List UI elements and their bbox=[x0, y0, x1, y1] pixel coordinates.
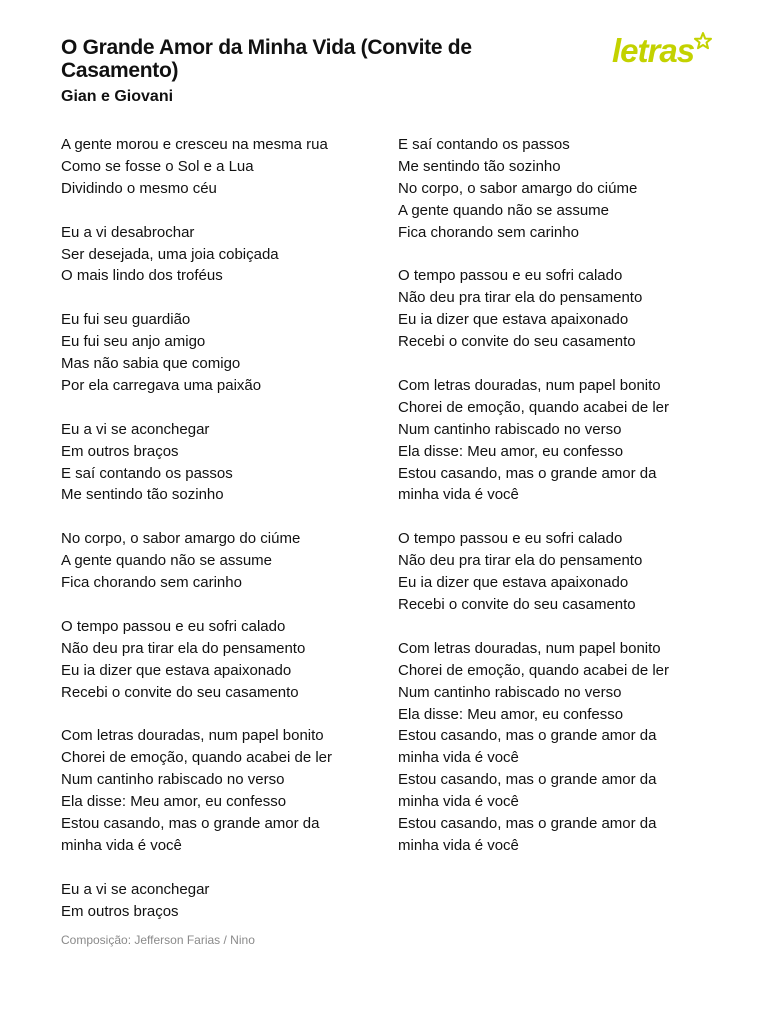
lyric-line: Estou casando, mas o grande amor da bbox=[398, 727, 657, 745]
lyric-line: Num cantinho rabiscado no verso bbox=[398, 683, 622, 701]
lyric-line: A gente quando não se assume bbox=[398, 201, 609, 219]
lyric-line: Chorei de emoção, quando acabei de ler bbox=[398, 398, 670, 416]
lyrics-stanza bbox=[398, 638, 718, 857]
lyric-line: Eu a vi se aconchegar bbox=[61, 420, 210, 438]
lyric-line: Estou casando, mas o grande amor da bbox=[398, 815, 657, 833]
song-title: O Grande Amor da Minha Vida (Convite de Casamento) bbox=[61, 36, 472, 82]
lyric-line: Em outros braços bbox=[61, 442, 179, 460]
lyric-line: O tempo passou e eu sofri calado bbox=[398, 267, 623, 285]
lyric-line: O tempo passou e eu sofri calado bbox=[398, 530, 623, 548]
lyric-line: Em outros braços bbox=[61, 902, 179, 920]
lyric-line: Com letras douradas, num papel bonito bbox=[61, 727, 324, 745]
lyric-line: Com letras douradas, num papel bonito bbox=[398, 639, 661, 657]
lyric-line: Estou casando, mas o grande amor da bbox=[398, 464, 657, 482]
lyric-line: minha vida é você bbox=[398, 793, 519, 811]
lyric-line: Ela disse: Meu amor, eu confesso bbox=[398, 442, 624, 460]
lyric-line: Por ela carregava uma paixão bbox=[61, 376, 262, 394]
lyric-line: Me sentindo tão sozinho bbox=[61, 486, 224, 504]
lyric-line: E saí contando os passos bbox=[61, 464, 233, 482]
lyric-line: Fica chorando sem carinho bbox=[398, 223, 579, 241]
lyric-line: Não deu pra tirar ela do pensamento bbox=[398, 289, 643, 307]
lyric-line: Eu a vi se aconchegar bbox=[61, 880, 210, 898]
lyric-line: Eu fui seu anjo amigo bbox=[61, 333, 206, 351]
lyric-line: Ser desejada, uma joia cobiçada bbox=[61, 245, 279, 263]
lyric-line: Num cantinho rabiscado no verso bbox=[61, 771, 285, 789]
lyric-line: O tempo passou e eu sofri calado bbox=[61, 617, 286, 635]
lyric-line: O mais lindo dos troféus bbox=[61, 267, 223, 285]
lyrics-column-left bbox=[61, 134, 381, 944]
lyric-line: E saí contando os passos bbox=[398, 136, 570, 153]
lyric-line: Eu fui seu guardião bbox=[61, 311, 191, 329]
lyric-line: Como se fosse o Sol e a Lua bbox=[61, 157, 254, 175]
logo-wordmark: letras bbox=[612, 32, 695, 69]
lyric-line: A gente morou e cresceu na mesma rua bbox=[61, 136, 328, 153]
lyrics-stanza bbox=[61, 879, 381, 923]
lyric-line: Recebi o convite do seu casamento bbox=[61, 683, 299, 701]
lyric-line: Estou casando, mas o grande amor da bbox=[61, 815, 320, 832]
lyric-line: Chorei de emoção, quando acabei de ler bbox=[61, 749, 333, 767]
lyric-line: minha vida é você bbox=[398, 749, 519, 767]
lyric-line: Num cantinho rabiscado no verso bbox=[398, 420, 622, 438]
star-icon bbox=[695, 33, 711, 48]
lyrics-stanza bbox=[61, 725, 381, 856]
lyrics-stanza bbox=[398, 528, 718, 616]
lyrics-stanza bbox=[398, 134, 718, 244]
lyric-line: Dividindo o mesmo céu bbox=[61, 179, 217, 197]
lyric-line: Me sentindo tão sozinho bbox=[398, 157, 561, 175]
lyric-line: Chorei de emoção, quando acabei de ler bbox=[398, 661, 670, 679]
lyric-line: A gente quando não se assume bbox=[61, 552, 272, 570]
lyric-line: minha vida é você bbox=[61, 836, 182, 854]
letras-logo bbox=[612, 30, 712, 70]
lyric-line: Fica chorando sem carinho bbox=[61, 574, 242, 592]
lyric-line: Estou casando, mas o grande amor da bbox=[398, 771, 657, 789]
lyric-line: Eu ia dizer que estava apaixonado bbox=[398, 311, 629, 329]
lyric-line: minha vida é você bbox=[398, 486, 519, 504]
lyric-line: minha vida é você bbox=[398, 836, 519, 854]
lyrics-column-right bbox=[398, 134, 718, 879]
lyric-line: No corpo, o sabor amargo do ciúme bbox=[398, 179, 638, 197]
lyrics-stanza bbox=[61, 528, 381, 594]
lyrics-stanza bbox=[398, 265, 718, 353]
lyrics-stanza bbox=[61, 134, 381, 200]
lyrics-stanza bbox=[398, 375, 718, 506]
lyric-line: Eu ia dizer que estava apaixonado bbox=[398, 574, 629, 592]
lyrics-stanza bbox=[61, 222, 381, 288]
lyric-line: Recebi o convite do seu casamento bbox=[398, 333, 636, 351]
lyric-line: Não deu pra tirar ela do pensamento bbox=[61, 639, 306, 657]
lyric-line: Mas não sabia que comigo bbox=[61, 355, 241, 373]
lyric-line: Ela disse: Meu amor, eu confesso bbox=[398, 705, 624, 723]
lyric-line: Eu a vi desabrochar bbox=[61, 223, 195, 241]
lyric-line: Não deu pra tirar ela do pensamento bbox=[398, 552, 643, 570]
composer-credit: Composição: Jefferson Farias / Nino bbox=[61, 933, 255, 947]
lyrics-stanza bbox=[61, 309, 381, 397]
lyrics-stanza bbox=[61, 616, 381, 704]
lyrics-stanza bbox=[61, 419, 381, 507]
lyric-line: Recebi o convite do seu casamento bbox=[398, 595, 636, 613]
lyric-line: Ela disse: Meu amor, eu confesso bbox=[61, 793, 287, 811]
lyric-line: Com letras douradas, num papel bonito bbox=[398, 376, 661, 394]
lyric-line: No corpo, o sabor amargo do ciúme bbox=[61, 530, 301, 548]
artist-name: Gian e Giovani bbox=[61, 88, 174, 105]
lyric-line: Eu ia dizer que estava apaixonado bbox=[61, 661, 292, 679]
